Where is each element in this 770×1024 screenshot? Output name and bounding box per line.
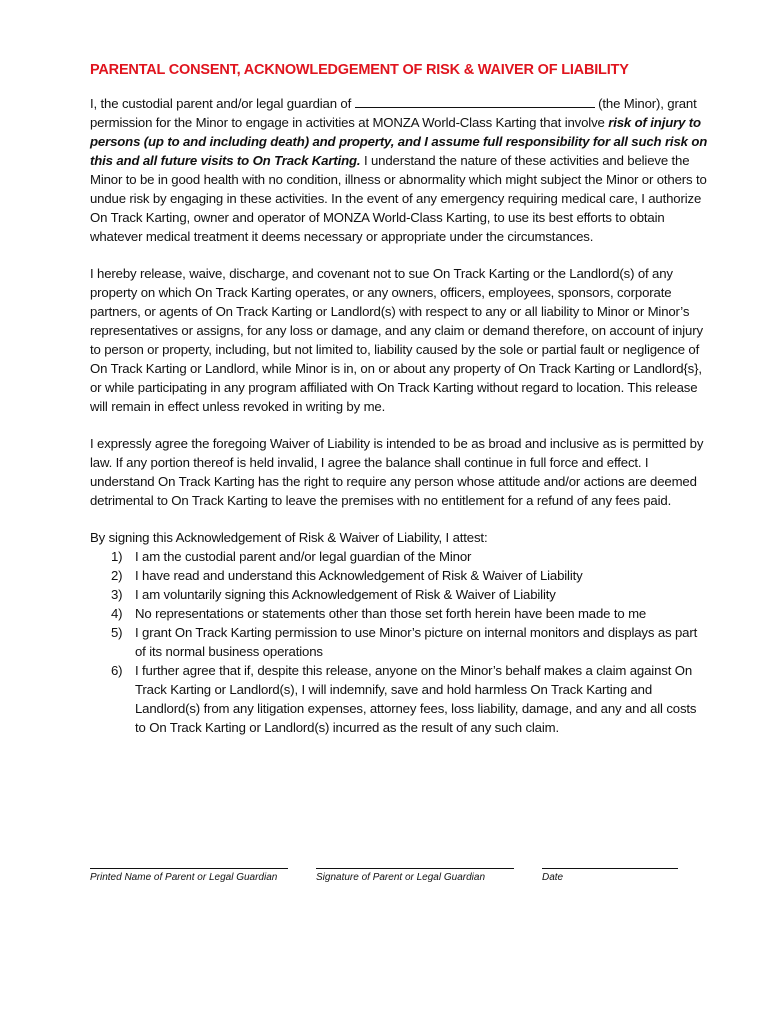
- item-text: I have read and understand this Acknowledgement of Risk & Waiver of Liability: [135, 568, 583, 583]
- document-title: PARENTAL CONSENT, ACKNOWLEDGEMENT OF RISK & WAIVER OF LIABILITY: [90, 62, 629, 78]
- attestation-list: [90, 547, 708, 737]
- date-label: Date: [542, 872, 564, 883]
- item-text: I am voluntarily signing this Acknowledgement of Risk & Waiver of Liability: [135, 587, 556, 602]
- attestation-item: [90, 623, 708, 661]
- item-number: 6): [111, 663, 123, 678]
- item-text: I grant On Track Karting permission to use Minor’s picture on internal monitors and displays as part of its normal business operations: [135, 625, 698, 659]
- attestation-item: [90, 585, 708, 604]
- attestation-section: [90, 528, 708, 737]
- item-number: 2): [111, 568, 123, 583]
- release-paragraph: I hereby release, waive, discharge, and covenant not to sue On Track Karting or the Landlord(s) of any property on which On Track Karting operates, or any owners, officers, employees, sponsors, corporate partners, or agents of On Track Karting or Landlord(s) with respect to any or all liability to Minor or Minor’s representatives or assigns, for any loss or damage, and any claim or demand therefore, on account of injury to person or property, including, but not limited to, liability caused by the sole or partial fault or negligence of On Track Karting or Landlord, while Minor is in, on or about any property of On Track Karting or Landlord{s}, or while participating in any program affiliated with On Track Karting without regard to location. This release will remain in effect unless revoked in writing by me.: [90, 266, 703, 414]
- item-number: 5): [111, 625, 123, 640]
- printed-name-line[interactable]: [90, 868, 288, 883]
- attestation-item: [90, 661, 708, 737]
- date-line[interactable]: [542, 868, 678, 883]
- consent-rest: I understand the nature of these activities and believe the Minor to be in good health with no condition, illness or abnormality which might subject the Minor or others to undue risk by engaging in these activities. In the event of any emergency requiring medical care, I authorize On Track Karting, owner and operator of MONZA World-Class Karting, to use its best efforts to obtain whatever medical treatment it deems necessary or appropriate under the circumstances.: [90, 153, 707, 244]
- signature-line[interactable]: [316, 868, 514, 883]
- consent-grant: (the Minor), grant permission for the Minor to engage in activities at MONZA World-Class Karting that involve: [90, 96, 697, 130]
- attestation-intro: By signing this Acknowledgement of Risk & Waiver of Liability, I attest:: [90, 530, 488, 545]
- waiver-document: [90, 62, 708, 755]
- item-text: No representations or statements other than those set forth herein have been made to me: [135, 606, 647, 621]
- attestation-item: [90, 566, 708, 585]
- risk-emphasis: risk of injury to persons (up to and including death) and property, and I assume full responsibility for all such risk on this and all future visits to On Track Karting.: [90, 115, 708, 168]
- attestation-item: [90, 604, 708, 623]
- item-text: I am the custodial parent and/or legal guardian of the Minor: [135, 549, 472, 564]
- consent-intro: I, the custodial parent and/or legal guardian of: [90, 96, 352, 111]
- item-number: 1): [111, 549, 123, 564]
- signature-block: [90, 868, 690, 888]
- signature-label: Signature of Parent or Legal Guardian: [316, 872, 485, 883]
- item-number: 4): [111, 606, 123, 621]
- printed-name-label: Printed Name of Parent or Legal Guardian: [90, 872, 278, 883]
- agreement-paragraph: I expressly agree the foregoing Waiver of Liability is intended to be as broad and inclusive as is permitted by law. If any portion thereof is held invalid, I agree the balance shall continue in full force and effect. I understand On Track Karting has the right to require any person whose attitude and/or actions are deemed detrimental to On Track Karting to leave the premises with no entitlement for a refund of any fees paid.: [90, 436, 704, 508]
- item-number: 3): [111, 587, 123, 602]
- minor-name-blank[interactable]: [355, 95, 595, 108]
- item-text: I further agree that if, despite this release, anyone on the Minor’s behalf makes a claim against On Track Karting or Landlord(s), I will indemnify, save and hold harmless On Track Karting and Landlord(s) from any litigation expenses, attorney fees, loss liability, damage, and any and all costs to On Track Karting or Landlord(s) incurred as the result of any such claim.: [135, 663, 697, 735]
- consent-paragraph: [90, 94, 708, 246]
- attestation-item: [90, 547, 708, 566]
